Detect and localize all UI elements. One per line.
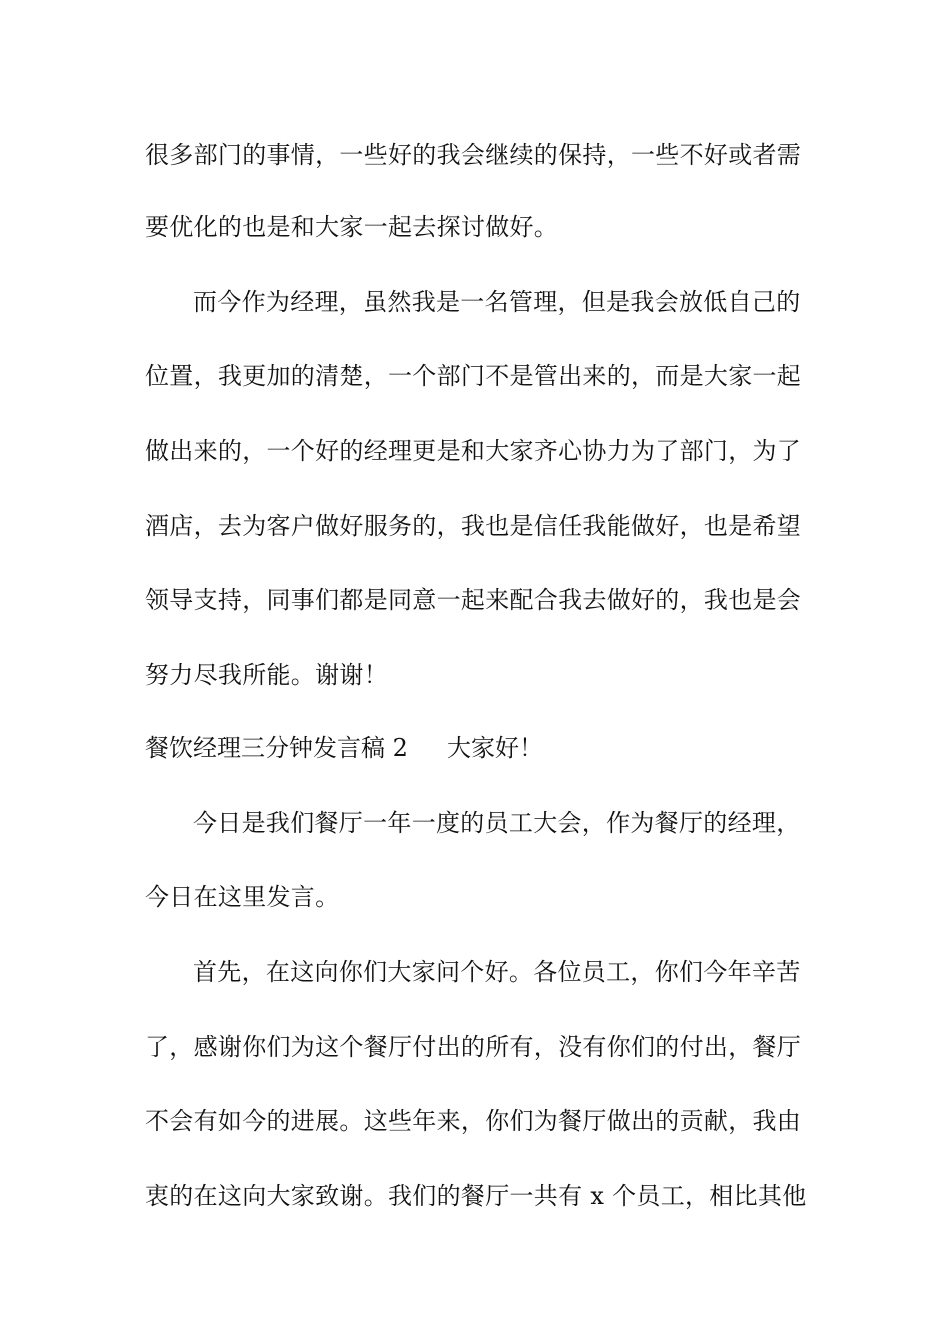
- paragraph-line: 努力尽我所能。谢谢！: [145, 661, 388, 689]
- paragraph-line: 而今作为经理，虽然我是一名管理，但是我会放低自己的: [193, 288, 801, 316]
- paragraph-line: 做出来的，一个好的经理更是和大家齐心协力为了部门，为了: [145, 437, 802, 465]
- paragraph-line: 衷的在这向大家致谢。我们的餐厅一共有 x 个员工，相比其他: [145, 1182, 807, 1210]
- paragraph-line: 领导支持，同事们都是同意一起来配合我去做好的，我也是会: [145, 586, 802, 614]
- section-heading: 餐饮经理三分钟发言稿 2: [145, 734, 408, 762]
- paragraph-line: 很多部门的事情，一些好的我会继续的保持，一些不好或者需: [145, 141, 802, 169]
- paragraph-line: 要优化的也是和大家一起去探讨做好。: [145, 213, 559, 241]
- paragraph-line: 首先，在这向你们大家问个好。各位员工，你们今年辛苦: [193, 958, 801, 986]
- paragraph-line: 不会有如今的进展。这些年来，你们为餐厅做出的贡献，我由: [145, 1107, 802, 1135]
- paragraph-line: 位置，我更加的清楚，一个部门不是管出来的，而是大家一起: [145, 362, 802, 390]
- paragraph-line: 了，感谢你们为这个餐厅付出的所有，没有你们的付出，餐厅: [145, 1033, 802, 1061]
- greeting-text: 大家好！: [447, 734, 543, 762]
- paragraph-line: 今日是我们餐厅一年一度的员工大会，作为餐厅的经理，: [193, 809, 801, 837]
- paragraph-line: 酒店，去为客户做好服务的，我也是信任我能做好，也是希望: [145, 512, 802, 540]
- paragraph-line: 今日在这里发言。: [145, 883, 340, 911]
